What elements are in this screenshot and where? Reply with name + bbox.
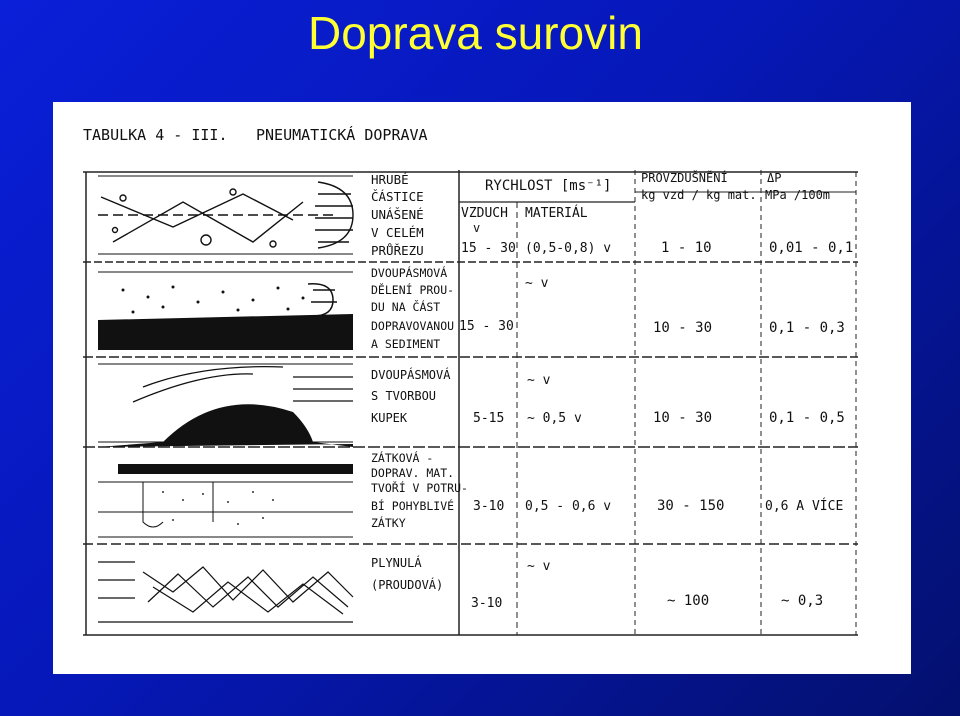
row4-pressure-drop: 0,6 A VÍCE (765, 499, 844, 514)
sketch-plug-flow (98, 464, 353, 537)
row3-pressure-drop: 0,1 - 0,5 (769, 410, 845, 426)
table-grid (83, 170, 858, 635)
row3-description: DVOUPÁSMOVÁ S TVORBOU KUPEK (371, 368, 451, 425)
pneumatic-transport-table (53, 102, 911, 674)
header-ratio-line2: kg vzd / kg mat. (641, 188, 757, 202)
header-dp-line1: ΔP (767, 171, 782, 185)
header-velocity: RYCHLOST [ms⁻¹] (485, 178, 612, 194)
row5-material-velocity: ~ v (527, 559, 551, 574)
row2-air-velocity: 15 - 30 (459, 319, 514, 334)
table-caption-left: TABULKA 4 - III. (83, 126, 228, 144)
header-air-symbol: v (473, 221, 481, 235)
row3-air-velocity: 5-15 (473, 411, 505, 426)
row5-air-velocity: 3-10 (471, 596, 503, 611)
header-dp-line2: MPa /100m (765, 188, 831, 202)
sketch-two-layer-sediment (98, 272, 353, 350)
table-caption-right: PNEUMATICKÁ DOPRAVA (256, 126, 428, 144)
sketch-continuous-stream (98, 562, 353, 622)
row4-aeration: 30 - 150 (657, 498, 725, 514)
row1-description: HRUBÉ ČÁSTICE UNÁŠENÉ V CELÉM PRŮŘEZU (371, 172, 424, 258)
row5-aeration: ~ 100 (667, 593, 710, 609)
sketch-dune-formation (98, 364, 353, 447)
row1-material-velocity: (0,5-0,8) v (525, 241, 612, 256)
row2-pressure-drop: 0,1 - 0,3 (769, 320, 845, 336)
header-air: VZDUCH (461, 206, 508, 221)
row4-air-velocity: 3-10 (473, 499, 505, 514)
row4-description: ZÁTKOVÁ - DOPRAV. MAT. TVOŘÍ V POTRU- BÍ POHYBLIVÉ ZÁTKY (371, 451, 468, 530)
row1-air-velocity: 15 - 30 (461, 241, 516, 256)
scanned-table-image (53, 102, 911, 674)
row2-material-velocity: ~ v (525, 276, 549, 291)
row2-description: DVOUPÁSMOVÁ DĚLENÍ PROU- DU NA ČÁST DOPRAVOVANOU A SEDIMENT (371, 266, 455, 351)
slide-title: Doprava surovin (308, 7, 643, 59)
header-ratio-line1: PROVZDUŠNĚNÍ (641, 171, 728, 185)
row1-aeration: 1 - 10 (661, 240, 712, 256)
sketch-coarse-particles (98, 176, 353, 254)
row3-material-velocity-2: ~ 0,5 v (527, 411, 582, 426)
row3-material-velocity: ~ v (527, 373, 551, 388)
row4-material-velocity: 0,5 - 0,6 v (525, 499, 612, 514)
row2-aeration: 10 - 30 (653, 320, 713, 336)
row5-description: PLYNULÁ (PROUDOVÁ) (371, 556, 444, 592)
row5-pressure-drop: ~ 0,3 (781, 593, 824, 609)
row1-pressure-drop: 0,01 - 0,1 (769, 240, 854, 256)
header-material: MATERIÁL (525, 206, 588, 221)
row3-aeration: 10 - 30 (653, 410, 713, 426)
